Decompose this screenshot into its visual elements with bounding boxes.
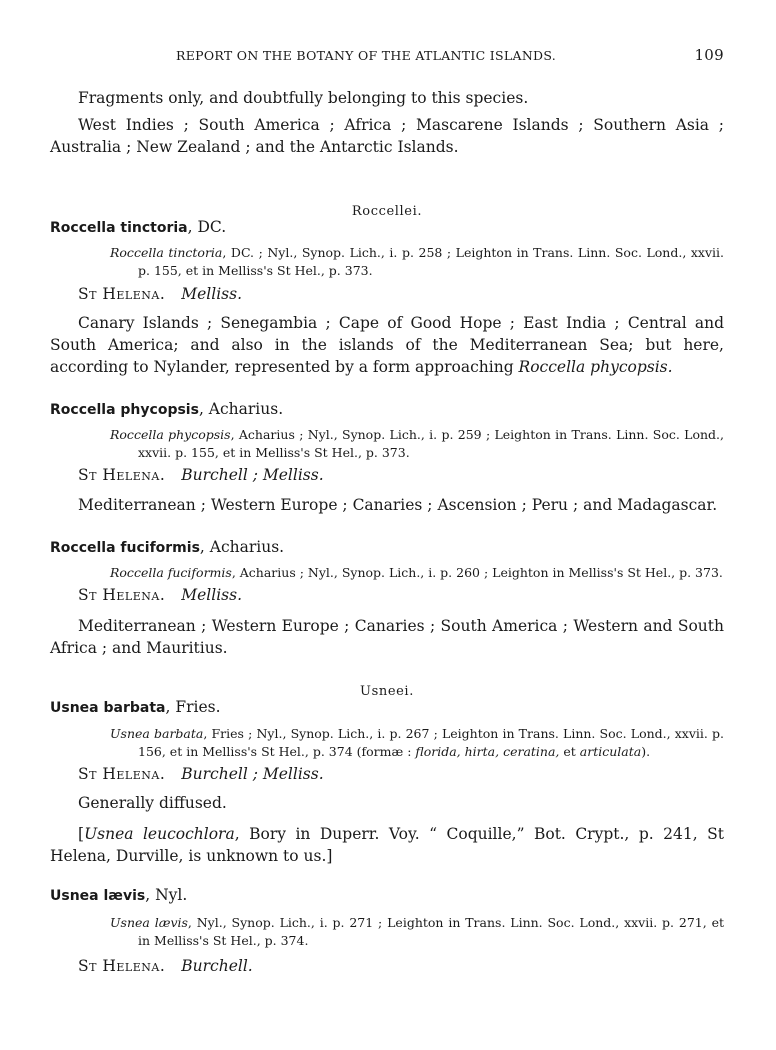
reference-name: Roccella phycopsis: [110, 427, 231, 442]
reference-name: Roccella tinctoria: [110, 245, 223, 260]
species-heading: [50, 698, 221, 716]
locality-line: [78, 285, 242, 303]
species-heading: [50, 538, 284, 556]
distribution-text: Canary Islands ; Senegambia ; Cape of Good Hope ; East India ; Central and South America; and also in the islands of the Mediterranean Sea; but here, according to Nylander, represented by a form approaching: [50, 314, 724, 376]
locality-line: [78, 957, 253, 975]
collectors: Melliss.: [181, 586, 243, 604]
species-reference: [110, 426, 724, 462]
reference-text: , Acharius ; Nyl., Synop. Lich., i. p. 259 ; Leighton in Trans. Linn. Soc. Lond., xxvii. p. 155, et in Melliss's St Hel., p. 373.: [138, 427, 724, 460]
reference-et: et: [559, 744, 580, 759]
species-name: Usnea lævis: [50, 888, 146, 904]
intro-distribution: West Indies ; South America ; Africa ; Mascarene Islands ; Southern Asia ; Australia ; New Zealand ; and the Antarctic Islands.: [50, 116, 724, 156]
section-heading-roccellei: Roccellei.: [351, 204, 423, 219]
locality-line: [78, 466, 324, 484]
reference-forms-last: articulata: [579, 744, 642, 759]
editorial-note: [Usnea leucochlora, Bory in Duperr. Voy. “ Coquille,” Bot. Crypt., p. 241, St Helena, Durville, is unknown to us.]: [50, 825, 724, 865]
reference-text: , Nyl., Synop. Lich., i. p. 271 ; Leighton in Trans. Linn. Soc. Lond., xxvii. p. 271, et in Melliss's St Hel., p. 374.: [138, 915, 724, 948]
reference-forms: florida, hirta, ceratina,: [415, 744, 560, 759]
species-author: , Acharius.: [199, 538, 285, 556]
collectors: Burchell.: [181, 957, 253, 975]
species-author: , Acharius.: [198, 400, 284, 418]
species-heading: [50, 400, 283, 418]
reference-name: Roccella fuciformis: [110, 565, 232, 580]
species-reference: [110, 725, 724, 761]
reference-name: Usnea lævis: [110, 915, 188, 930]
intro-line: [50, 87, 724, 109]
distribution: Mediterranean ; Western Europe ; Canaries ; South America ; Western and South Africa ; and Mauritius.: [50, 617, 724, 657]
distribution: Mediterranean ; Western Europe ; Canaries ; Ascension ; Peru ; and Madagascar.: [78, 496, 718, 514]
species-name: Roccella tinctoria: [50, 220, 188, 236]
species-reference: [110, 564, 724, 582]
running-head-title: REPORT ON THE BOTANY OF THE ATLANTIC ISLANDS.: [176, 48, 557, 63]
locality-name: St Helena.: [78, 957, 166, 975]
reference-text: , Fries ; Nyl., Synop. Lich., i. p. 267 ; Leighton in Trans. Linn. Soc. Lond., xxvii. p. 156, et in Melliss's St Hel., p. 374 (formæ :: [138, 726, 725, 759]
collectors: Melliss.: [181, 285, 243, 303]
reference-name: Usnea barbata: [110, 726, 204, 741]
locality-name: St Helena.: [78, 285, 166, 303]
species-heading: [50, 886, 187, 904]
intro-line-text: Fragments only, and doubtfully belonging to this species.: [78, 89, 529, 107]
species-author: , Fries.: [165, 698, 221, 716]
reference-text: , Acharius ; Nyl., Synop. Lich., i. p. 260 ; Leighton in Melliss's St Hel., p. 373.: [231, 565, 723, 580]
note-taxon: Usnea leucochlora: [84, 825, 235, 843]
distribution: Generally diffused.: [78, 794, 227, 812]
section-heading-usneei: Usneei.: [360, 684, 414, 699]
species-reference: [110, 914, 724, 950]
page-number: 109: [694, 46, 724, 64]
locality-name: St Helena.: [78, 586, 166, 604]
note-text: , Bory in Duperr. Voy. “ Coquille,” Bot. Crypt., p. 241, St Helena, Durville, is unknown to us.: [50, 825, 724, 865]
collectors: Burchell ; Melliss.: [181, 466, 324, 484]
reference-end: ).: [641, 744, 651, 759]
running-head: [50, 48, 724, 68]
locality-line: [78, 765, 324, 783]
locality-line: [78, 586, 242, 604]
locality-name: St Helena.: [78, 765, 166, 783]
distribution: [50, 312, 724, 378]
reference-text: , DC. ; Nyl., Synop. Lich., i. p. 258 ; Leighton in Trans. Linn. Soc. Lond., xxvii. p. 155, et in Melliss's St Hel., p. 373.: [138, 245, 724, 278]
species-name: Usnea barbata: [50, 700, 166, 716]
species-heading: [50, 218, 226, 236]
species-name: Roccella fuciformis: [50, 540, 200, 556]
locality-name: St Helena.: [78, 466, 166, 484]
species-author: , DC.: [187, 218, 227, 236]
collectors: Burchell ; Melliss.: [181, 765, 324, 783]
distribution-taxon: Roccella phycopsis.: [518, 358, 673, 376]
species-reference: [110, 244, 724, 280]
species-name: Roccella phycopsis: [50, 402, 199, 418]
species-author: , Nyl.: [145, 886, 188, 904]
